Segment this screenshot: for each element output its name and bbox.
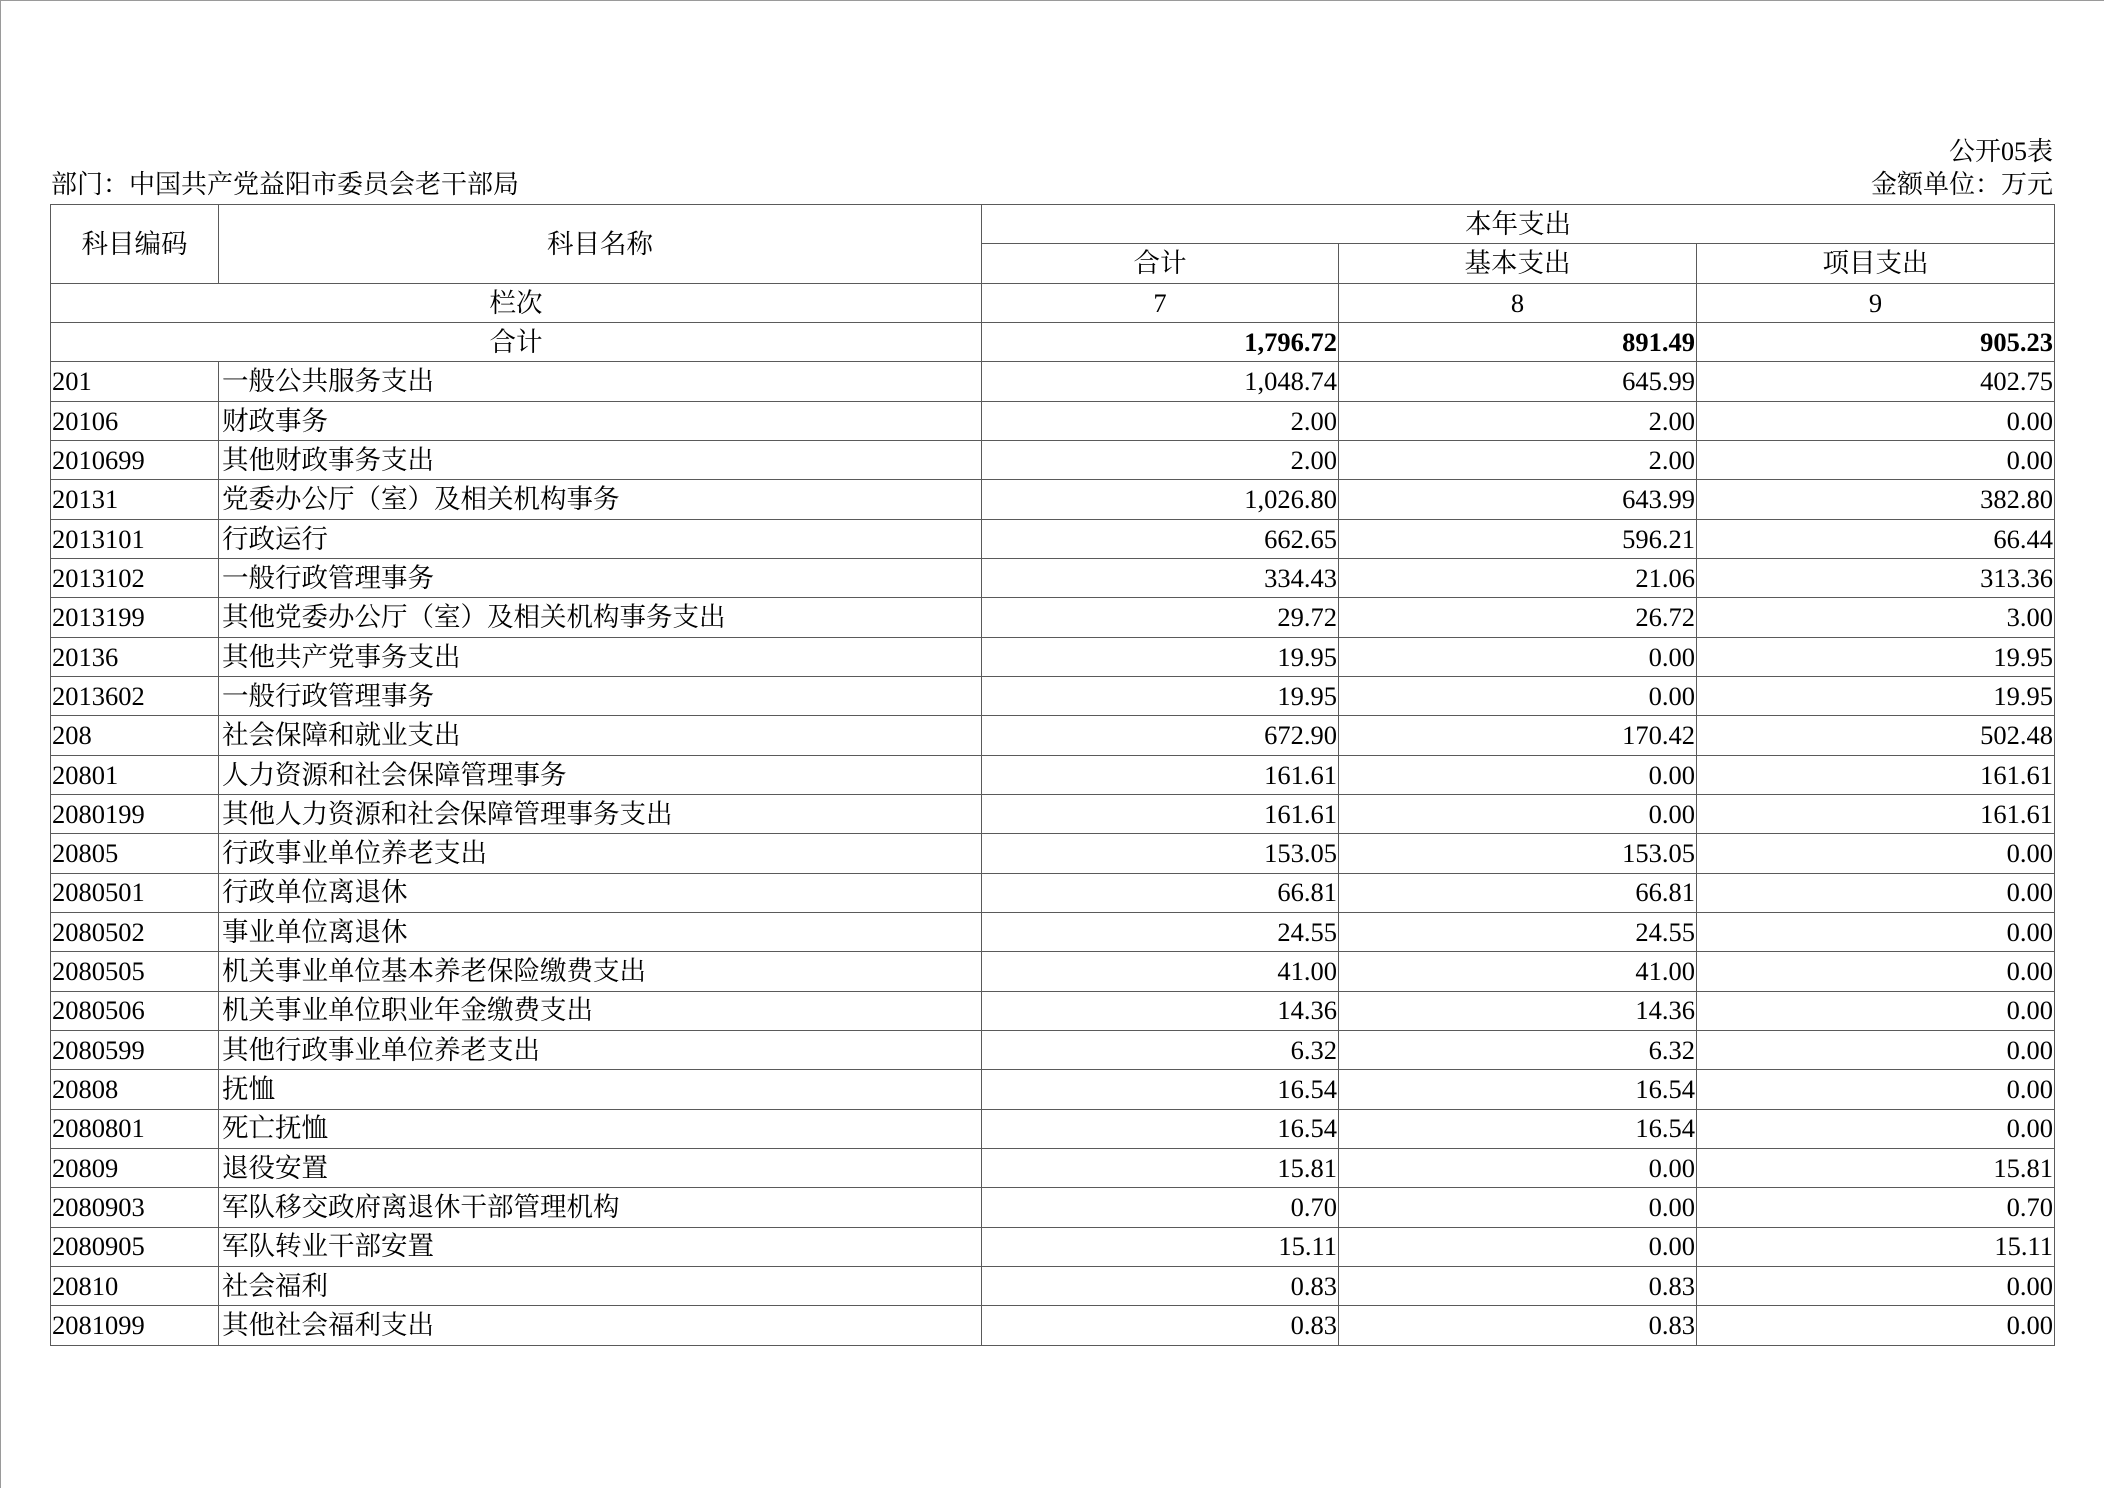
basic-expense-cell: 643.99 [1339, 480, 1697, 519]
header-row-1 [51, 205, 2055, 244]
sum-project: 905.23 [1697, 322, 2055, 361]
total-cell: 6.32 [982, 1030, 1339, 1069]
subject-code-cell: 2010699 [51, 440, 219, 479]
table-row [51, 873, 2055, 912]
table-row [51, 1070, 2055, 1109]
total-cell: 672.90 [982, 716, 1339, 755]
project-expense-cell: 161.61 [1697, 794, 2055, 833]
basic-expense-cell: 645.99 [1339, 362, 1697, 401]
subject-name-cell: 其他行政事业单位养老支出 [219, 1030, 982, 1069]
subject-code-cell: 2080199 [51, 794, 219, 833]
total-cell: 16.54 [982, 1070, 1339, 1109]
subject-name-cell: 其他党委办公厅（室）及相关机构事务支出 [219, 598, 982, 637]
project-expense-cell: 402.75 [1697, 362, 2055, 401]
project-expense-cell: 0.70 [1697, 1188, 2055, 1227]
subject-code-cell: 20801 [51, 755, 219, 794]
subject-code-cell: 20809 [51, 1148, 219, 1187]
subject-code-cell: 20131 [51, 480, 219, 519]
total-cell: 2.00 [982, 401, 1339, 440]
column-index-project: 9 [1697, 283, 2055, 322]
subject-code-cell: 2080801 [51, 1109, 219, 1148]
total-cell: 41.00 [982, 952, 1339, 991]
subject-code-cell: 2080599 [51, 1030, 219, 1069]
column-index-basic: 8 [1339, 283, 1697, 322]
subject-name-cell: 行政单位离退休 [219, 873, 982, 912]
table-row [51, 1266, 2055, 1305]
subject-code-cell: 2013102 [51, 558, 219, 597]
subject-name-cell: 军队转业干部安置 [219, 1227, 982, 1266]
project-expense-cell: 0.00 [1697, 952, 2055, 991]
total-cell: 161.61 [982, 755, 1339, 794]
table-row [51, 755, 2055, 794]
expenditure-table [50, 204, 2055, 1346]
subject-code-cell: 20106 [51, 401, 219, 440]
subject-code-cell: 20808 [51, 1070, 219, 1109]
table-header [51, 205, 2055, 284]
basic-expense-cell: 21.06 [1339, 558, 1697, 597]
project-expense-cell: 0.00 [1697, 1266, 2055, 1305]
project-expense-cell: 19.95 [1697, 637, 2055, 676]
project-expense-cell: 502.48 [1697, 716, 2055, 755]
project-expense-cell: 15.81 [1697, 1148, 2055, 1187]
table-row [51, 1306, 2055, 1345]
basic-expense-cell: 26.72 [1339, 598, 1697, 637]
table-body [51, 283, 2055, 1345]
subject-name-cell: 其他共产党事务支出 [219, 637, 982, 676]
basic-expense-cell: 14.36 [1339, 991, 1697, 1030]
subject-name-cell: 党委办公厅（室）及相关机构事务 [219, 480, 982, 519]
sum-basic: 891.49 [1339, 322, 1697, 361]
table-row [51, 1030, 2055, 1069]
total-cell: 0.83 [982, 1306, 1339, 1345]
project-expense-cell: 0.00 [1697, 873, 2055, 912]
table-number: 公开05表 [1948, 137, 2053, 166]
table-row [51, 598, 2055, 637]
total-cell: 15.81 [982, 1148, 1339, 1187]
subject-name-cell: 机关事业单位基本养老保险缴费支出 [219, 952, 982, 991]
project-expense-header: 项目支出 [1697, 244, 2055, 283]
subject-name-cell: 一般行政管理事务 [219, 676, 982, 715]
basic-expense-cell: 0.00 [1339, 1188, 1697, 1227]
total-cell: 15.11 [982, 1227, 1339, 1266]
column-index-label: 栏次 [51, 283, 982, 322]
subject-code-cell: 20805 [51, 834, 219, 873]
subject-name-cell: 事业单位离退休 [219, 912, 982, 951]
subject-name-cell: 人力资源和社会保障管理事务 [219, 755, 982, 794]
table-row [51, 440, 2055, 479]
project-expense-cell: 66.44 [1697, 519, 2055, 558]
subject-name-cell: 一般公共服务支出 [219, 362, 982, 401]
sum-total: 1,796.72 [982, 322, 1339, 361]
basic-expense-cell: 0.00 [1339, 637, 1697, 676]
total-cell: 161.61 [982, 794, 1339, 833]
basic-expense-cell: 41.00 [1339, 952, 1697, 991]
basic-expense-cell: 0.83 [1339, 1306, 1697, 1345]
subject-code-cell: 2013101 [51, 519, 219, 558]
basic-expense-cell: 0.00 [1339, 676, 1697, 715]
total-cell: 66.81 [982, 873, 1339, 912]
total-cell: 0.83 [982, 1266, 1339, 1305]
total-cell: 16.54 [982, 1109, 1339, 1148]
project-expense-cell: 19.95 [1697, 676, 2055, 715]
subject-name-cell: 行政运行 [219, 519, 982, 558]
subject-name-cell: 退役安置 [219, 1148, 982, 1187]
table-row [51, 1109, 2055, 1148]
table-row [51, 676, 2055, 715]
basic-expense-cell: 0.00 [1339, 1227, 1697, 1266]
total-cell: 19.95 [982, 637, 1339, 676]
subject-name-cell: 一般行政管理事务 [219, 558, 982, 597]
subject-code-header: 科目编码 [51, 205, 219, 284]
basic-expense-cell: 16.54 [1339, 1109, 1697, 1148]
table-row [51, 519, 2055, 558]
subject-name-cell: 社会福利 [219, 1266, 982, 1305]
subject-code-cell: 2080506 [51, 991, 219, 1030]
project-expense-cell: 382.80 [1697, 480, 2055, 519]
subject-code-cell: 2080502 [51, 912, 219, 951]
total-cell: 1,026.80 [982, 480, 1339, 519]
basic-expense-cell: 0.00 [1339, 1148, 1697, 1187]
basic-expense-cell: 596.21 [1339, 519, 1697, 558]
project-expense-cell: 0.00 [1697, 1109, 2055, 1148]
table-row [51, 1227, 2055, 1266]
amount-unit-label: 金额单位：万元 [1870, 170, 2053, 199]
subject-code-cell: 208 [51, 716, 219, 755]
subject-name-cell: 社会保障和就业支出 [219, 716, 982, 755]
total-header: 合计 [982, 244, 1339, 283]
table-row [51, 1148, 2055, 1187]
total-cell: 153.05 [982, 834, 1339, 873]
basic-expense-header: 基本支出 [1339, 244, 1697, 283]
basic-expense-cell: 0.00 [1339, 755, 1697, 794]
total-cell: 24.55 [982, 912, 1339, 951]
basic-expense-cell: 2.00 [1339, 440, 1697, 479]
table-row [51, 637, 2055, 676]
subject-code-cell: 2080903 [51, 1188, 219, 1227]
basic-expense-cell: 66.81 [1339, 873, 1697, 912]
project-expense-cell: 0.00 [1697, 1306, 2055, 1345]
subject-name-cell: 其他财政事务支出 [219, 440, 982, 479]
project-expense-cell: 0.00 [1697, 440, 2055, 479]
subject-name-header: 科目名称 [219, 205, 982, 284]
department-label: 部门：中国共产党益阳市委员会老干部局 [51, 170, 520, 199]
table-row [51, 362, 2055, 401]
sum-label: 合计 [51, 322, 982, 361]
table-row [51, 401, 2055, 440]
subject-code-cell: 2013602 [51, 676, 219, 715]
total-cell: 2.00 [982, 440, 1339, 479]
subject-code-cell: 2080501 [51, 873, 219, 912]
basic-expense-cell: 6.32 [1339, 1030, 1697, 1069]
subject-code-cell: 2080505 [51, 952, 219, 991]
total-cell: 1,048.74 [982, 362, 1339, 401]
subject-code-cell: 2013199 [51, 598, 219, 637]
subject-code-cell: 201 [51, 362, 219, 401]
project-expense-cell: 0.00 [1697, 912, 2055, 951]
column-index-total: 7 [982, 283, 1339, 322]
basic-expense-cell: 2.00 [1339, 401, 1697, 440]
project-expense-cell: 0.00 [1697, 834, 2055, 873]
sum-row [51, 322, 2055, 361]
subject-name-cell: 其他社会福利支出 [219, 1306, 982, 1345]
basic-expense-cell: 16.54 [1339, 1070, 1697, 1109]
table-row [51, 834, 2055, 873]
subject-code-cell: 20810 [51, 1266, 219, 1305]
project-expense-cell: 3.00 [1697, 598, 2055, 637]
subject-name-cell: 机关事业单位职业年金缴费支出 [219, 991, 982, 1030]
subject-name-cell: 军队移交政府离退休干部管理机构 [219, 1188, 982, 1227]
subject-code-cell: 2081099 [51, 1306, 219, 1345]
basic-expense-cell: 153.05 [1339, 834, 1697, 873]
project-expense-cell: 0.00 [1697, 1030, 2055, 1069]
table-row [51, 480, 2055, 519]
total-cell: 29.72 [982, 598, 1339, 637]
subject-name-cell: 死亡抚恤 [219, 1109, 982, 1148]
subject-name-cell: 财政事务 [219, 401, 982, 440]
project-expense-cell: 161.61 [1697, 755, 2055, 794]
project-expense-cell: 0.00 [1697, 991, 2055, 1030]
subject-name-cell: 行政事业单位养老支出 [219, 834, 982, 873]
total-cell: 14.36 [982, 991, 1339, 1030]
table-row [51, 991, 2055, 1030]
subject-name-cell: 抚恤 [219, 1070, 982, 1109]
table-row [51, 952, 2055, 991]
table-row [51, 1188, 2055, 1227]
basic-expense-cell: 24.55 [1339, 912, 1697, 951]
total-cell: 0.70 [982, 1188, 1339, 1227]
project-expense-cell: 313.36 [1697, 558, 2055, 597]
subject-code-cell: 2080905 [51, 1227, 219, 1266]
table-row [51, 794, 2055, 833]
total-cell: 662.65 [982, 519, 1339, 558]
project-expense-cell: 0.00 [1697, 401, 2055, 440]
basic-expense-cell: 0.00 [1339, 794, 1697, 833]
subject-name-cell: 其他人力资源和社会保障管理事务支出 [219, 794, 982, 833]
table-row [51, 558, 2055, 597]
table-row [51, 912, 2055, 951]
basic-expense-cell: 0.83 [1339, 1266, 1697, 1305]
table-row [51, 716, 2055, 755]
subject-code-cell: 20136 [51, 637, 219, 676]
total-cell: 334.43 [982, 558, 1339, 597]
project-expense-cell: 15.11 [1697, 1227, 2055, 1266]
basic-expense-cell: 170.42 [1339, 716, 1697, 755]
current-year-expenditure-header: 本年支出 [982, 205, 2055, 244]
total-cell: 19.95 [982, 676, 1339, 715]
column-index-row [51, 283, 2055, 322]
project-expense-cell: 0.00 [1697, 1070, 2055, 1109]
